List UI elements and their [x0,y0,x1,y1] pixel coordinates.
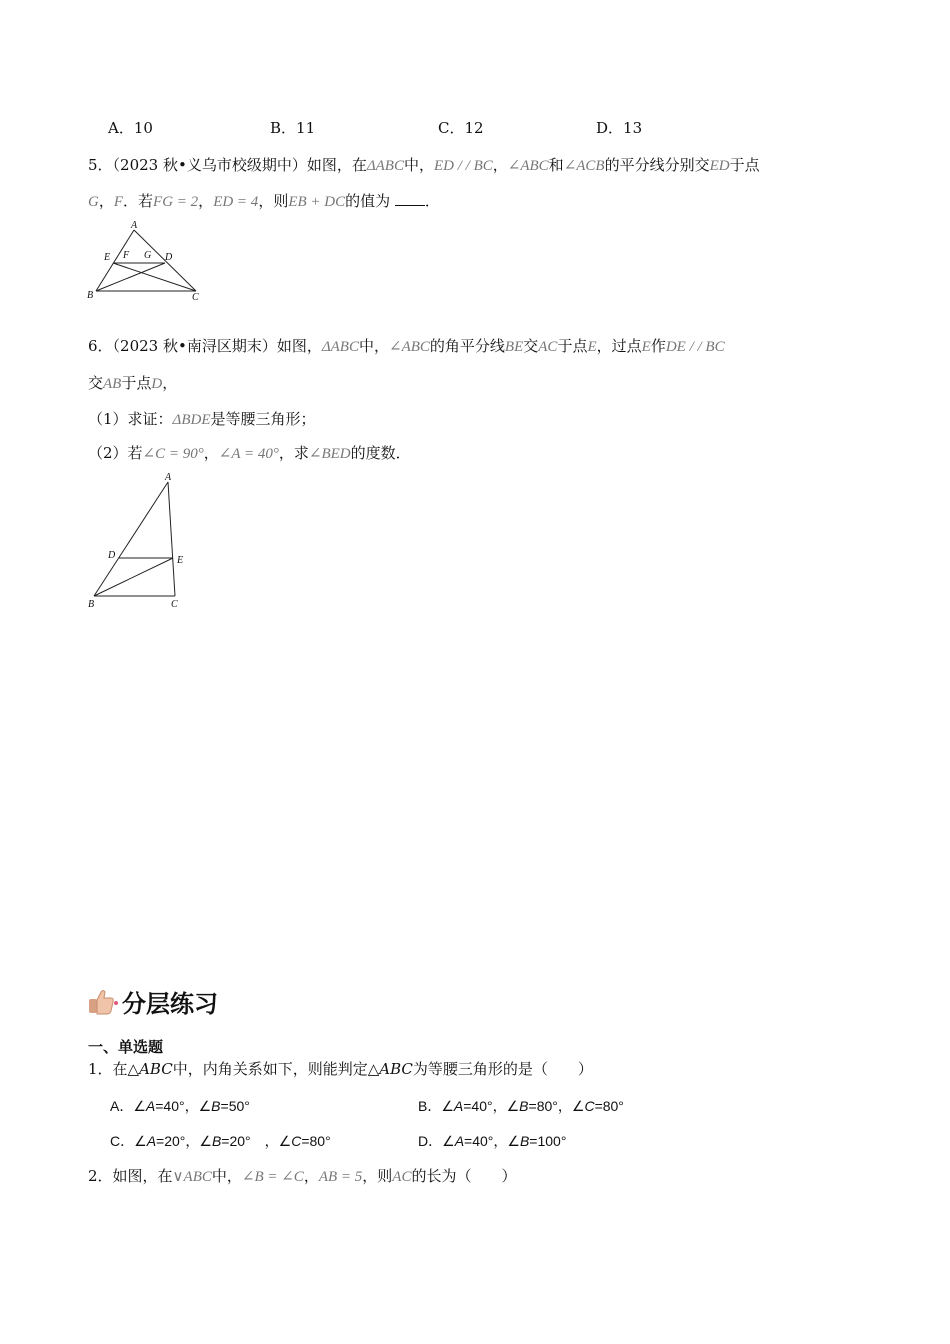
q5-label-c: C [192,292,199,303]
q6-label-e: E [177,555,184,566]
mc1-option-a[interactable]: A．∠A=40°，∠B=50° [110,1098,250,1114]
q5-label-a: A [131,220,138,231]
q5-label-f: F [123,250,130,261]
section-header [86,984,218,1019]
q6-label-a: A [165,472,172,483]
q6-part1: （1）求证：ΔBDE是等腰三角形； [88,410,316,428]
q6-line2: 交AB于点D， [88,374,178,392]
q4-option-d: D．13 [596,119,643,137]
mc1-stem: 1．在△ABC中，内角关系如下，则能判定△ABC为等腰三角形的是（ ） [88,1060,593,1078]
q5-line2: G，F．若FG = 2，ED = 4，则EB + DC的值为 ． [88,192,440,210]
thumbs-up-icon [86,987,120,1017]
q5-label-g: G [144,250,152,261]
q5-line1: 5．（2023 秋•义乌市校级期中）如图，在ΔABC中，ED / / BC，∠ABC和∠ACB的平分线分别交ED于点 [88,156,760,174]
q6-label-d: D [108,550,116,561]
q4-option-b: B．11 [270,119,316,137]
answer-blank[interactable] [395,191,425,206]
q6-part2: （2）若∠C = 90°，∠A = 40°，求∠BED的度数． [88,444,411,462]
q5-label-e: E [104,252,111,263]
q4-option-a: A．10 [108,119,153,137]
mc1-option-c[interactable]: C．∠A=20°，∠B=20° ，∠C=80° [110,1133,331,1149]
section-subtitle: 一、单选题 [88,1038,164,1056]
section-title: 分层练习 [122,990,218,1018]
q4-option-c: C．12 [438,119,484,137]
q5-label-d: D [165,252,173,263]
q6-label-c: C [171,599,178,610]
q6-label-b: B [88,599,95,610]
q5-figure [80,218,210,306]
mc2-stem: 2．如图，在∨ABC中，∠B = ∠C，AB = 5，则AC的长为（ ） [88,1167,517,1185]
q5-label-b: B [87,290,94,301]
q6-line1: 6．（2023 秋•南浔区期末）如图，ΔABC中，∠ABC的角平分线BE交AC于点E，过点E作DE / / BC [88,337,725,355]
mc1-option-b[interactable]: B．∠A=40°，∠B=80°，∠C=80° [418,1098,624,1114]
mc1-option-d[interactable]: D．∠A=40°，∠B=100° [418,1133,567,1149]
q6-figure [80,470,200,615]
